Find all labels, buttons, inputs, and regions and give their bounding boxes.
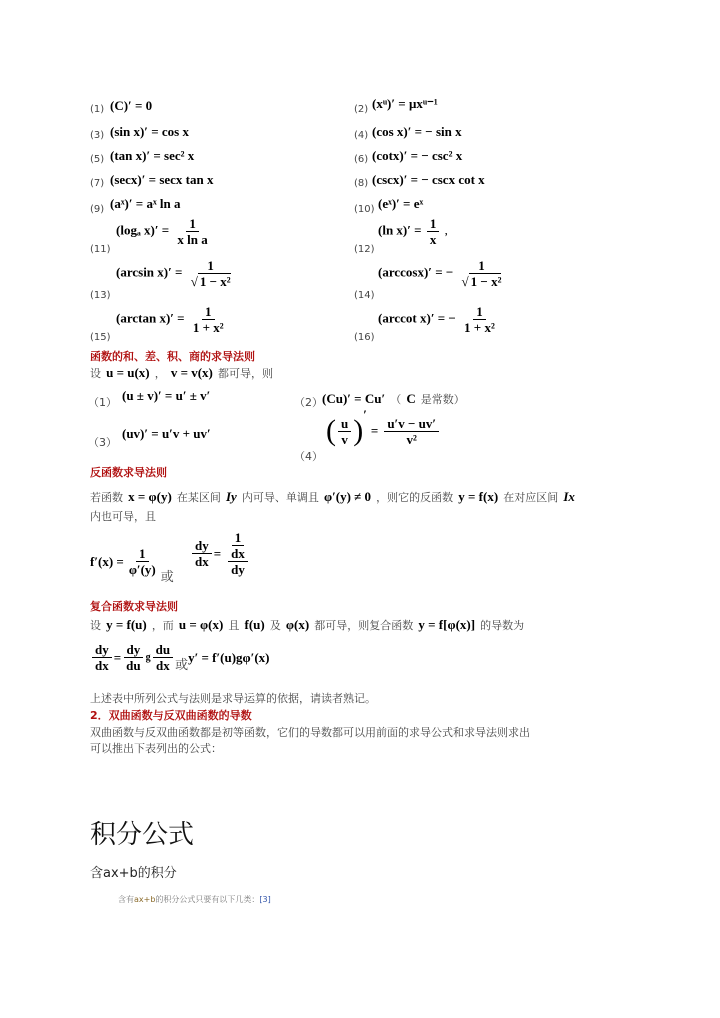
rule-number: （3） bbox=[88, 436, 117, 449]
formula-number: (15) bbox=[90, 332, 111, 343]
formula-number: (3) bbox=[90, 130, 105, 141]
integral-note: 含有ax+b的积分公式只要有以下几类：[3] bbox=[118, 895, 271, 904]
formula: (eˣ)′ = eˣ bbox=[378, 196, 424, 211]
formula: (cos x)′ = − sin x bbox=[372, 124, 462, 139]
inverse-formula-alt: $\frac{dy}{dx}$ = $\frac{1}{\frac{dx}{dy}}$ bbox=[190, 530, 255, 577]
formula: (arccosx)′ = − $\frac{1}{\text{√ 1 − x²}}$ bbox=[378, 258, 502, 289]
note-paragraph: 上述表中所列公式与法则是求导运算的依据，请读者熟记。 bbox=[90, 692, 376, 705]
ax-b-link[interactable]: ax+b bbox=[134, 895, 156, 904]
formula: (cotx)′ = − csc² x bbox=[372, 148, 463, 163]
rule-formula: (u ± v)′ = u′ ± v′ bbox=[122, 388, 211, 403]
formula-number: (10) bbox=[354, 204, 375, 215]
formula: (tan x)′ = sec² x bbox=[110, 148, 195, 163]
formula-number: (4) bbox=[354, 130, 369, 141]
formula: (xᵘ)′ = μxᵘ⁻¹ bbox=[372, 96, 438, 111]
formula-number: (7) bbox=[90, 178, 105, 189]
formula: (arcsin x)′ = $\frac{1}{\text{√ 1 − x²}}$ bbox=[116, 258, 231, 289]
formula: (C)′ = 0 bbox=[110, 98, 153, 113]
page-title: 积分公式 bbox=[90, 820, 195, 850]
formula-number: (14) bbox=[354, 290, 375, 301]
rules-intro: 设 u = u(x) ， v = v(x) 都可导，则 bbox=[90, 365, 273, 380]
formula-number: (6) bbox=[354, 154, 369, 165]
formula-number: (13) bbox=[90, 290, 111, 301]
formula-number: (9) bbox=[90, 204, 105, 215]
formula: (cscx)′ = − cscx cot x bbox=[372, 172, 485, 187]
note-paragraph: 可以推出下表列出的公式： bbox=[90, 742, 222, 755]
formula: (arccot x)′ = − $\frac{1}{\text{1 + x²}}$ bbox=[378, 304, 495, 335]
formula-number: (12) bbox=[354, 244, 375, 255]
section-heading-inverse: 反函数求导法则 bbox=[90, 466, 167, 479]
rule-formula: (Cu)′ = Cu′ （ C 是常数） bbox=[322, 391, 465, 406]
reference-link[interactable]: [3] bbox=[259, 895, 271, 904]
inverse-text-line2: 内也可导，且 bbox=[90, 510, 156, 523]
section-heading-rules: 函数的和、差、积、商的求导法则 bbox=[90, 350, 255, 363]
section-heading-composite: 复合函数求导法则 bbox=[90, 600, 178, 613]
formula-number: (1) bbox=[90, 104, 105, 115]
formula-number: (5) bbox=[90, 154, 105, 165]
quotient-rule: ( $\frac{u}{v}$ ) ′ = $\frac{u'v - uv'}{\text{v²}}$ bbox=[326, 414, 441, 448]
inverse-formula: f′(x) = $\frac{1}{\varphi'(y)}$ 或 bbox=[90, 546, 174, 585]
composite-formula: $\frac{dy}{dx}$ = $\frac{dy}{du}$ g $\frac{du}{dx}$ 或 y′ = f′(u)gφ′(x) bbox=[90, 642, 269, 673]
formula: (sin x)′ = cos x bbox=[110, 124, 189, 139]
rule-number: （1） bbox=[88, 396, 117, 409]
formula-number: (2) bbox=[354, 104, 369, 115]
rule-formula: (uv)′ = u′v + uv′ bbox=[122, 426, 211, 441]
note-paragraph: 双曲函数与反双曲函数都是初等函数，它们的导数都可以用前面的求导公式和求导法则求出 bbox=[90, 726, 530, 739]
inverse-text: 若函数 x = φ(y) 在某区间 Iy 内可导、单调且 φ′(y) ≠ 0 ，则它的反函数 y = f(x) 在对应区间 Ix bbox=[90, 489, 575, 504]
formula-number: (8) bbox=[354, 178, 369, 189]
formula: (aˣ)′ = aˣ ln a bbox=[110, 196, 181, 211]
composite-text: 设 y = f(u) ，而 u = φ(x) 且 f(u) 及 φ(x) 都可导，则复合函数 y = f[φ(x)] 的导数为 bbox=[90, 617, 525, 632]
section-heading-hyperbolic: 2．双曲函数与反双曲函数的导数 bbox=[90, 709, 252, 722]
formula-number: (11) bbox=[90, 244, 111, 255]
subsection-title: 含ax+b的积分 bbox=[90, 866, 177, 881]
rule-number: （2） bbox=[294, 396, 323, 409]
formula: (secx)′ = secx tan x bbox=[110, 172, 214, 187]
formula: (ln x)′ = $\frac{1}{x}$ , bbox=[378, 216, 448, 247]
formula: (logₐ x)′ = $\frac{1}{\text{x ln a}}$ bbox=[116, 216, 208, 247]
formula-number: (16) bbox=[354, 332, 375, 343]
formula: (arctan x)′ = $\frac{1}{\text{1 + x²}}$ bbox=[116, 304, 224, 335]
rule-number: （4） bbox=[294, 450, 323, 463]
